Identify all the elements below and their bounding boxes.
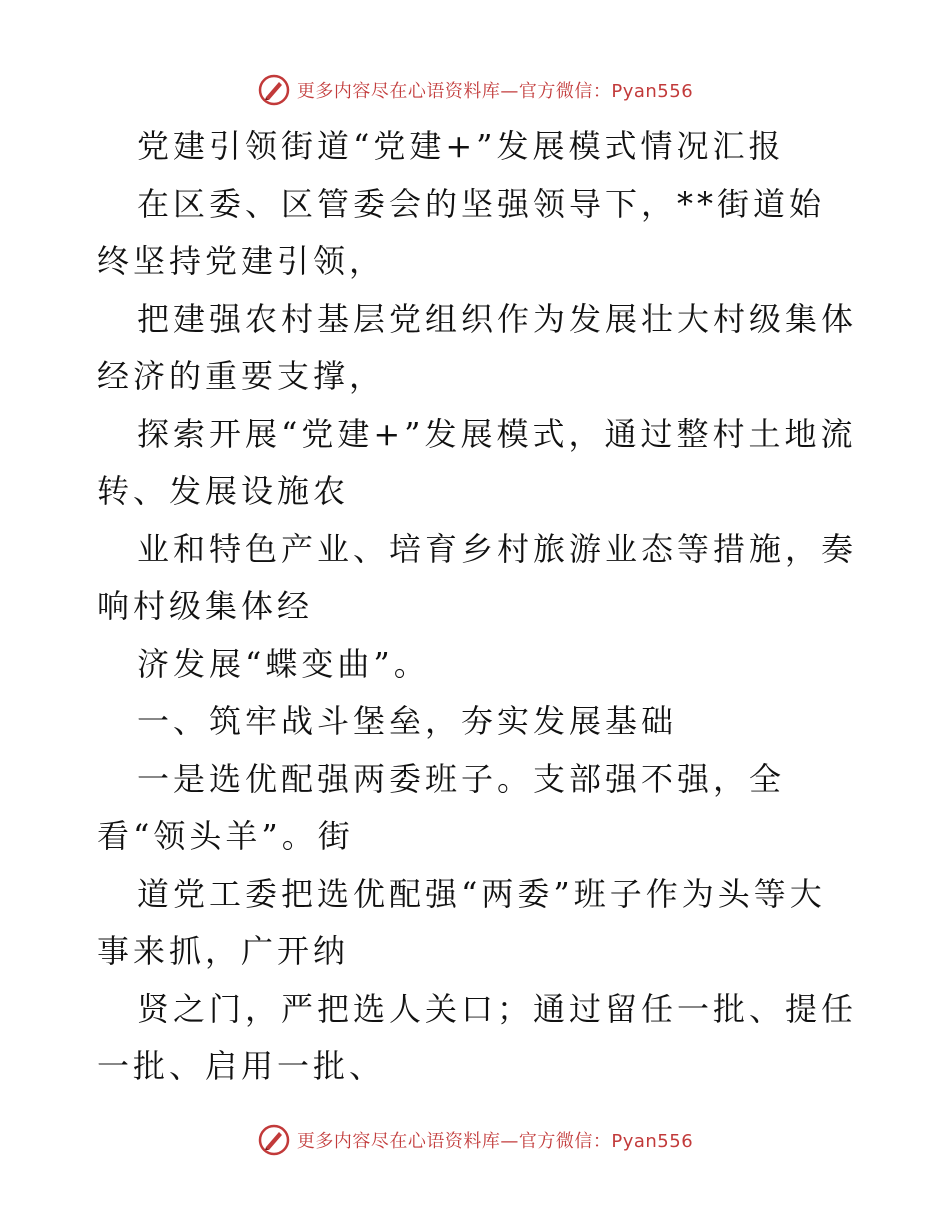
paragraph: 把建强农村基层党组织作为发展壮大村级集体经济的重要支撑， xyxy=(97,299,858,395)
paragraph: 业和特色产业、培育乡村旅游业态等措施，奏响村级集体经 xyxy=(97,529,858,625)
footer-watermark-text: 更多内容尽在心语资料库—官方微信：Pyan556 xyxy=(296,1131,694,1152)
document-body xyxy=(97,118,857,1096)
document-title: 党建引领街道“党建+”发展模式情况汇报 xyxy=(137,127,785,165)
paragraph: 济发展“蝶变曲”。 xyxy=(137,644,430,683)
paragraph: 道党工委把选优配强“两委”班子作为头等大事来抓，广开纳 xyxy=(97,874,826,970)
paragraph: 探索开展“党建+”发展模式，通过整村土地流转、发展设施农 xyxy=(97,414,857,510)
footer-watermark xyxy=(0,1120,950,1160)
paragraph: 贤之门，严把选人关口；通过留任一批、提任一批、启用一批、 xyxy=(97,989,858,1085)
paragraph: 在区委、区管委会的坚强领导下，**街道始终坚持党建引领， xyxy=(97,184,826,280)
quill-logo-icon xyxy=(257,1123,291,1157)
section-heading: 一、筑牢战斗堡垒，夯实发展基础 xyxy=(137,702,678,740)
header-watermark xyxy=(0,70,950,110)
quill-logo-icon xyxy=(257,73,291,107)
header-watermark-text: 更多内容尽在心语资料库—官方微信：Pyan556 xyxy=(296,81,694,102)
paragraph: 一是选优配强两委班子。支部强不强，全看“领头羊”。街 xyxy=(97,759,786,855)
